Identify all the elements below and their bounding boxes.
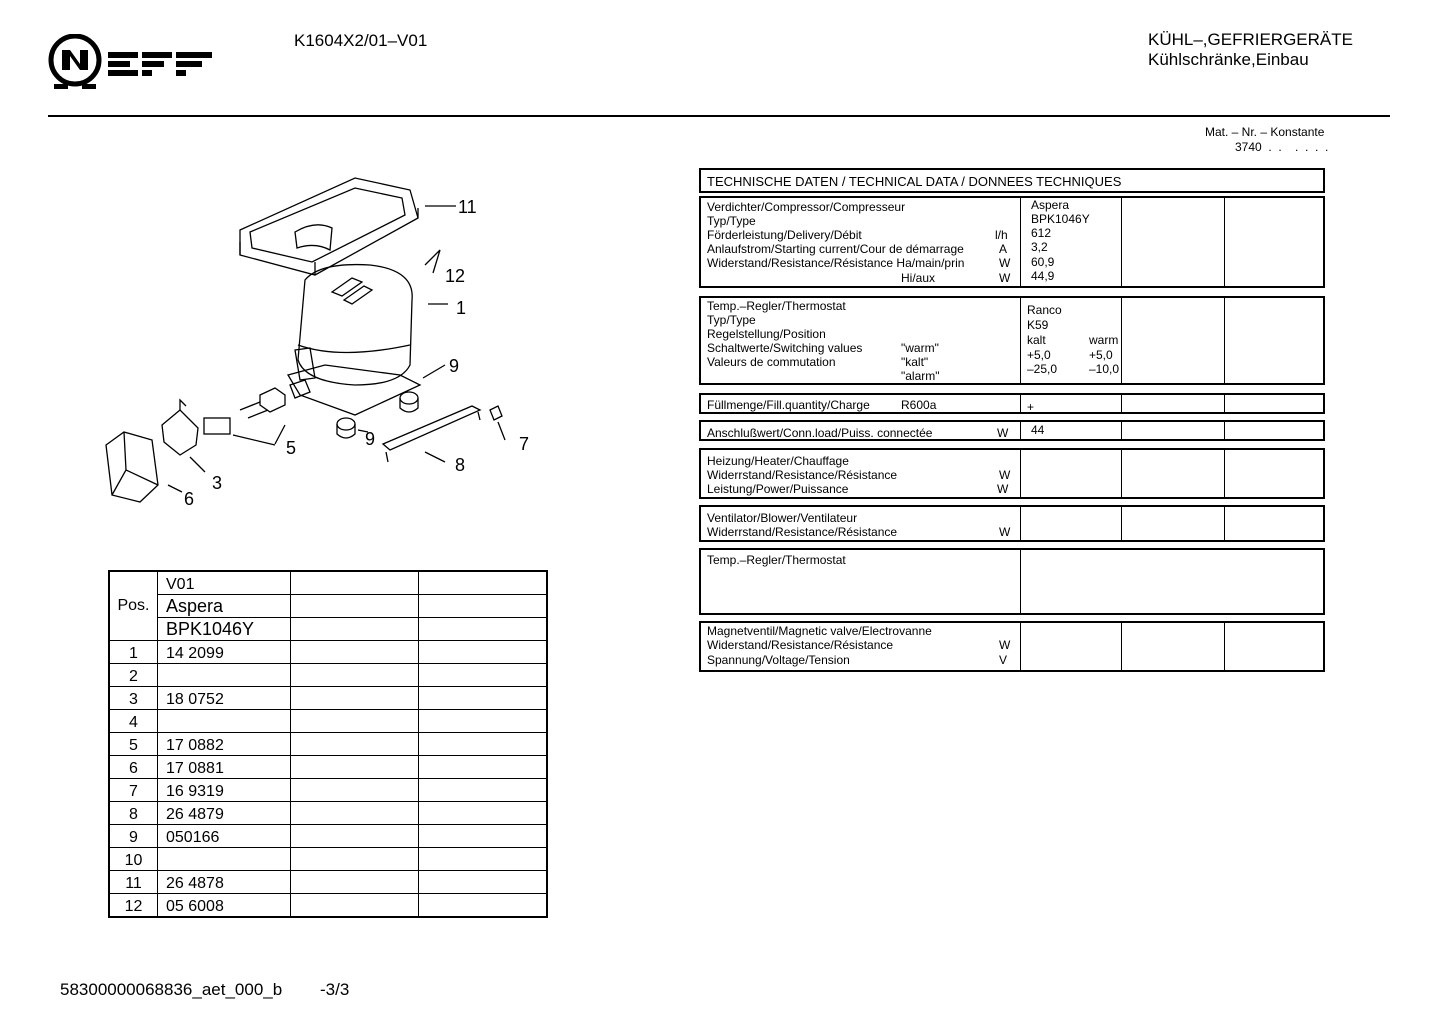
table-cell <box>291 894 419 918</box>
table-cell <box>291 871 419 894</box>
text-cell: Füllmenge/Fill.quantity/Charge <box>707 398 870 412</box>
table-cell <box>419 848 548 871</box>
text-cell: Schaltwerte/Switching values <box>707 341 863 355</box>
table-row <box>109 848 547 871</box>
table-cell <box>291 710 419 733</box>
table-cell <box>419 571 548 595</box>
text-cell: Pos. <box>117 597 150 614</box>
table-cell <box>291 618 419 641</box>
text-cell: Typ/Type <box>707 313 756 327</box>
text-cell: Anlaufstrom/Starting current/Cour de démarrage <box>707 242 964 256</box>
text-cell: 3,2 <box>1031 240 1048 254</box>
table-row <box>109 825 547 848</box>
text-cell: W <box>999 638 1011 652</box>
callout-1: 1 <box>456 298 467 318</box>
text-cell: Hi/aux <box>901 271 936 285</box>
text-cell: "kalt" <box>901 355 929 369</box>
text-cell: Temp.–Regler/Thermostat <box>707 553 846 567</box>
tech-title: TECHNISCHE DATEN / TECHNICAL DATA / DONNEES TECHNIQUES <box>707 174 1122 189</box>
text-cell: "alarm" <box>901 369 940 383</box>
table-cell <box>419 733 548 756</box>
table-cell <box>291 641 419 664</box>
exploded-diagram <box>100 170 540 515</box>
table-cell <box>419 756 548 779</box>
text-cell: Ventilator/Blower/Ventilateur <box>707 511 858 525</box>
valve-block <box>699 621 1325 672</box>
callout-8: 8 <box>455 455 466 475</box>
category-line-1: KÜHL–,GEFRIERGERÄTE <box>1148 30 1353 49</box>
text-cell: 1 <box>109 641 158 664</box>
text-cell: Förderleistung/Delivery/Débit <box>707 228 862 242</box>
text-cell: 9 <box>109 825 158 848</box>
text-cell: A <box>999 242 1008 256</box>
table-cell <box>419 618 548 641</box>
text-cell: 26 4878 <box>158 871 291 894</box>
text-cell: Typ/Type <box>707 214 756 228</box>
callout-9b: 9 <box>365 429 376 449</box>
grommet-right <box>400 392 418 404</box>
conn-load-block <box>699 420 1325 441</box>
table-cell <box>419 779 548 802</box>
text-cell: Valeurs de commutation <box>707 355 836 369</box>
text-cell: Ranco <box>1027 303 1062 317</box>
callout-5: 5 <box>286 438 297 458</box>
text-cell: 11 <box>109 871 158 894</box>
thermostat2-block <box>699 548 1325 615</box>
table-cell <box>419 825 548 848</box>
text-cell: W <box>999 256 1011 270</box>
table-cell <box>291 802 419 825</box>
text-cell: + <box>1027 400 1035 414</box>
text-cell: W <box>999 271 1011 285</box>
text-cell: Verdichter/Compressor/Compresseur <box>707 200 906 214</box>
text-cell <box>158 710 291 733</box>
text-cell: 3 <box>109 687 158 710</box>
table-cell <box>419 687 548 710</box>
table-cell <box>291 779 419 802</box>
text-cell: 17 0881 <box>158 756 291 779</box>
text-cell: Spannung/Voltage/Tension <box>707 653 850 667</box>
text-cell: 12 <box>109 894 158 918</box>
mat-nr-label: Mat. – Nr. – Konstante <box>1205 125 1325 139</box>
text-cell: 8 <box>109 802 158 825</box>
text-cell: 6 <box>109 756 158 779</box>
text-cell: 18 0752 <box>158 687 291 710</box>
text-cell: +5,0 <box>1027 348 1051 362</box>
callout-7: 7 <box>519 434 530 454</box>
text-cell: Aspera <box>1031 198 1070 212</box>
text-cell: +5,0 <box>1089 348 1113 362</box>
table-cell <box>291 733 419 756</box>
table-cell <box>291 571 419 595</box>
compressor-block <box>699 196 1325 288</box>
neff-logo <box>48 34 216 90</box>
callout-3: 3 <box>212 473 223 493</box>
text-cell: W <box>999 525 1011 539</box>
text-cell: 5 <box>109 733 158 756</box>
parts-table <box>108 570 548 918</box>
text-cell: Temp.–Regler/Thermostat <box>707 299 846 313</box>
text-cell <box>158 848 291 871</box>
text-cell: 612 <box>1031 226 1052 240</box>
text-cell: 17 0882 <box>158 733 291 756</box>
variant-cell: V01 <box>158 571 291 595</box>
mat-nr-value: 3740 . . . . . . <box>1235 140 1329 154</box>
grommet-left <box>337 418 355 430</box>
table-row <box>109 802 547 825</box>
text-cell: 10 <box>109 848 158 871</box>
text-cell: 44,9 <box>1031 269 1055 283</box>
mount-bracket <box>383 406 480 450</box>
table-cell <box>419 894 548 918</box>
text-cell: 2 <box>109 664 158 687</box>
header-rule <box>48 115 1390 117</box>
table-cell <box>419 641 548 664</box>
callout-9a: 9 <box>449 356 460 376</box>
table-cell <box>419 710 548 733</box>
text-cell: 44 <box>1031 423 1045 437</box>
text-cell: Widerrstand/Resistance/Résistance <box>707 525 898 539</box>
heater-block <box>699 448 1325 499</box>
text-cell: BPK1046Y <box>1031 212 1090 226</box>
text-cell: 05 6008 <box>158 894 291 918</box>
text-cell: Widerstand/Resistance/Résistance <box>707 638 894 652</box>
text-cell: R600a <box>901 398 937 412</box>
text-cell: 050166 <box>158 825 291 848</box>
text-cell: 14 2099 <box>158 641 291 664</box>
text-cell: Anschlußwert/Conn.load/Puiss. connectée <box>707 426 933 440</box>
table-cell <box>291 825 419 848</box>
text-cell: Regelstellung/Position <box>707 327 826 341</box>
text-cell: 7 <box>109 779 158 802</box>
table-row <box>109 894 547 918</box>
table-row <box>109 641 547 664</box>
maker-cell: Aspera <box>158 595 291 618</box>
table-row <box>109 733 547 756</box>
type-cell: BPK1046Y <box>158 618 291 641</box>
text-cell: W <box>997 482 1009 496</box>
table-cell <box>291 595 419 618</box>
text-cell: l/h <box>995 228 1008 242</box>
table-cell <box>419 664 548 687</box>
text-cell: W <box>999 468 1011 482</box>
text-cell: kalt <box>1027 333 1046 347</box>
text-cell: Magnetventil/Magnetic valve/Electrovanne <box>707 624 932 638</box>
table-cell <box>291 664 419 687</box>
text-cell: Widerstand/Resistance/Résistance Ha/main/prin <box>707 256 965 270</box>
page-number: -3/3 <box>320 980 350 999</box>
fill-block <box>699 393 1325 414</box>
text-cell: W <box>997 426 1009 440</box>
callout-6: 6 <box>184 489 195 509</box>
category-line-2: Kühlschränke,Einbau <box>1148 50 1309 69</box>
text-cell: Heizung/Heater/Chauffage <box>707 454 849 468</box>
table-row <box>109 756 547 779</box>
table-row <box>109 710 547 733</box>
model-number: K1604X2/01–V01 <box>294 31 428 50</box>
table-cell <box>419 871 548 894</box>
text-cell: –10,0 <box>1089 362 1120 376</box>
table-cell <box>291 848 419 871</box>
text-cell: 4 <box>109 710 158 733</box>
text-cell: warm <box>1089 333 1119 347</box>
thermostat-block <box>699 296 1325 385</box>
text-cell: Leistung/Power/Puissance <box>707 482 849 496</box>
blower-block <box>699 505 1325 542</box>
text-cell: 60,9 <box>1031 255 1055 269</box>
table-cell <box>291 756 419 779</box>
table-cell <box>291 687 419 710</box>
text-cell <box>158 664 291 687</box>
table-cell <box>419 802 548 825</box>
doc-id: 58300000068836_aet_000_b <box>60 980 283 999</box>
compressor-body <box>298 265 412 385</box>
text-cell: 26 4879 <box>158 802 291 825</box>
tech-title-box <box>699 168 1325 193</box>
text-cell: Widerrstand/Resistance/Résistance <box>707 468 898 482</box>
text-cell: 16 9319 <box>158 779 291 802</box>
table-row <box>109 779 547 802</box>
text-cell: –25,0 <box>1027 362 1058 376</box>
table-cell <box>419 595 548 618</box>
start-relay <box>162 410 198 455</box>
text-cell: "warm" <box>901 341 939 355</box>
table-row <box>109 687 547 710</box>
text-cell: V <box>999 653 1008 667</box>
callout-12: 12 <box>445 266 466 286</box>
table-row <box>109 871 547 894</box>
text-cell: K59 <box>1027 318 1049 332</box>
pos-header <box>109 571 158 641</box>
table-row <box>109 664 547 687</box>
callout-11: 11 <box>458 197 477 217</box>
